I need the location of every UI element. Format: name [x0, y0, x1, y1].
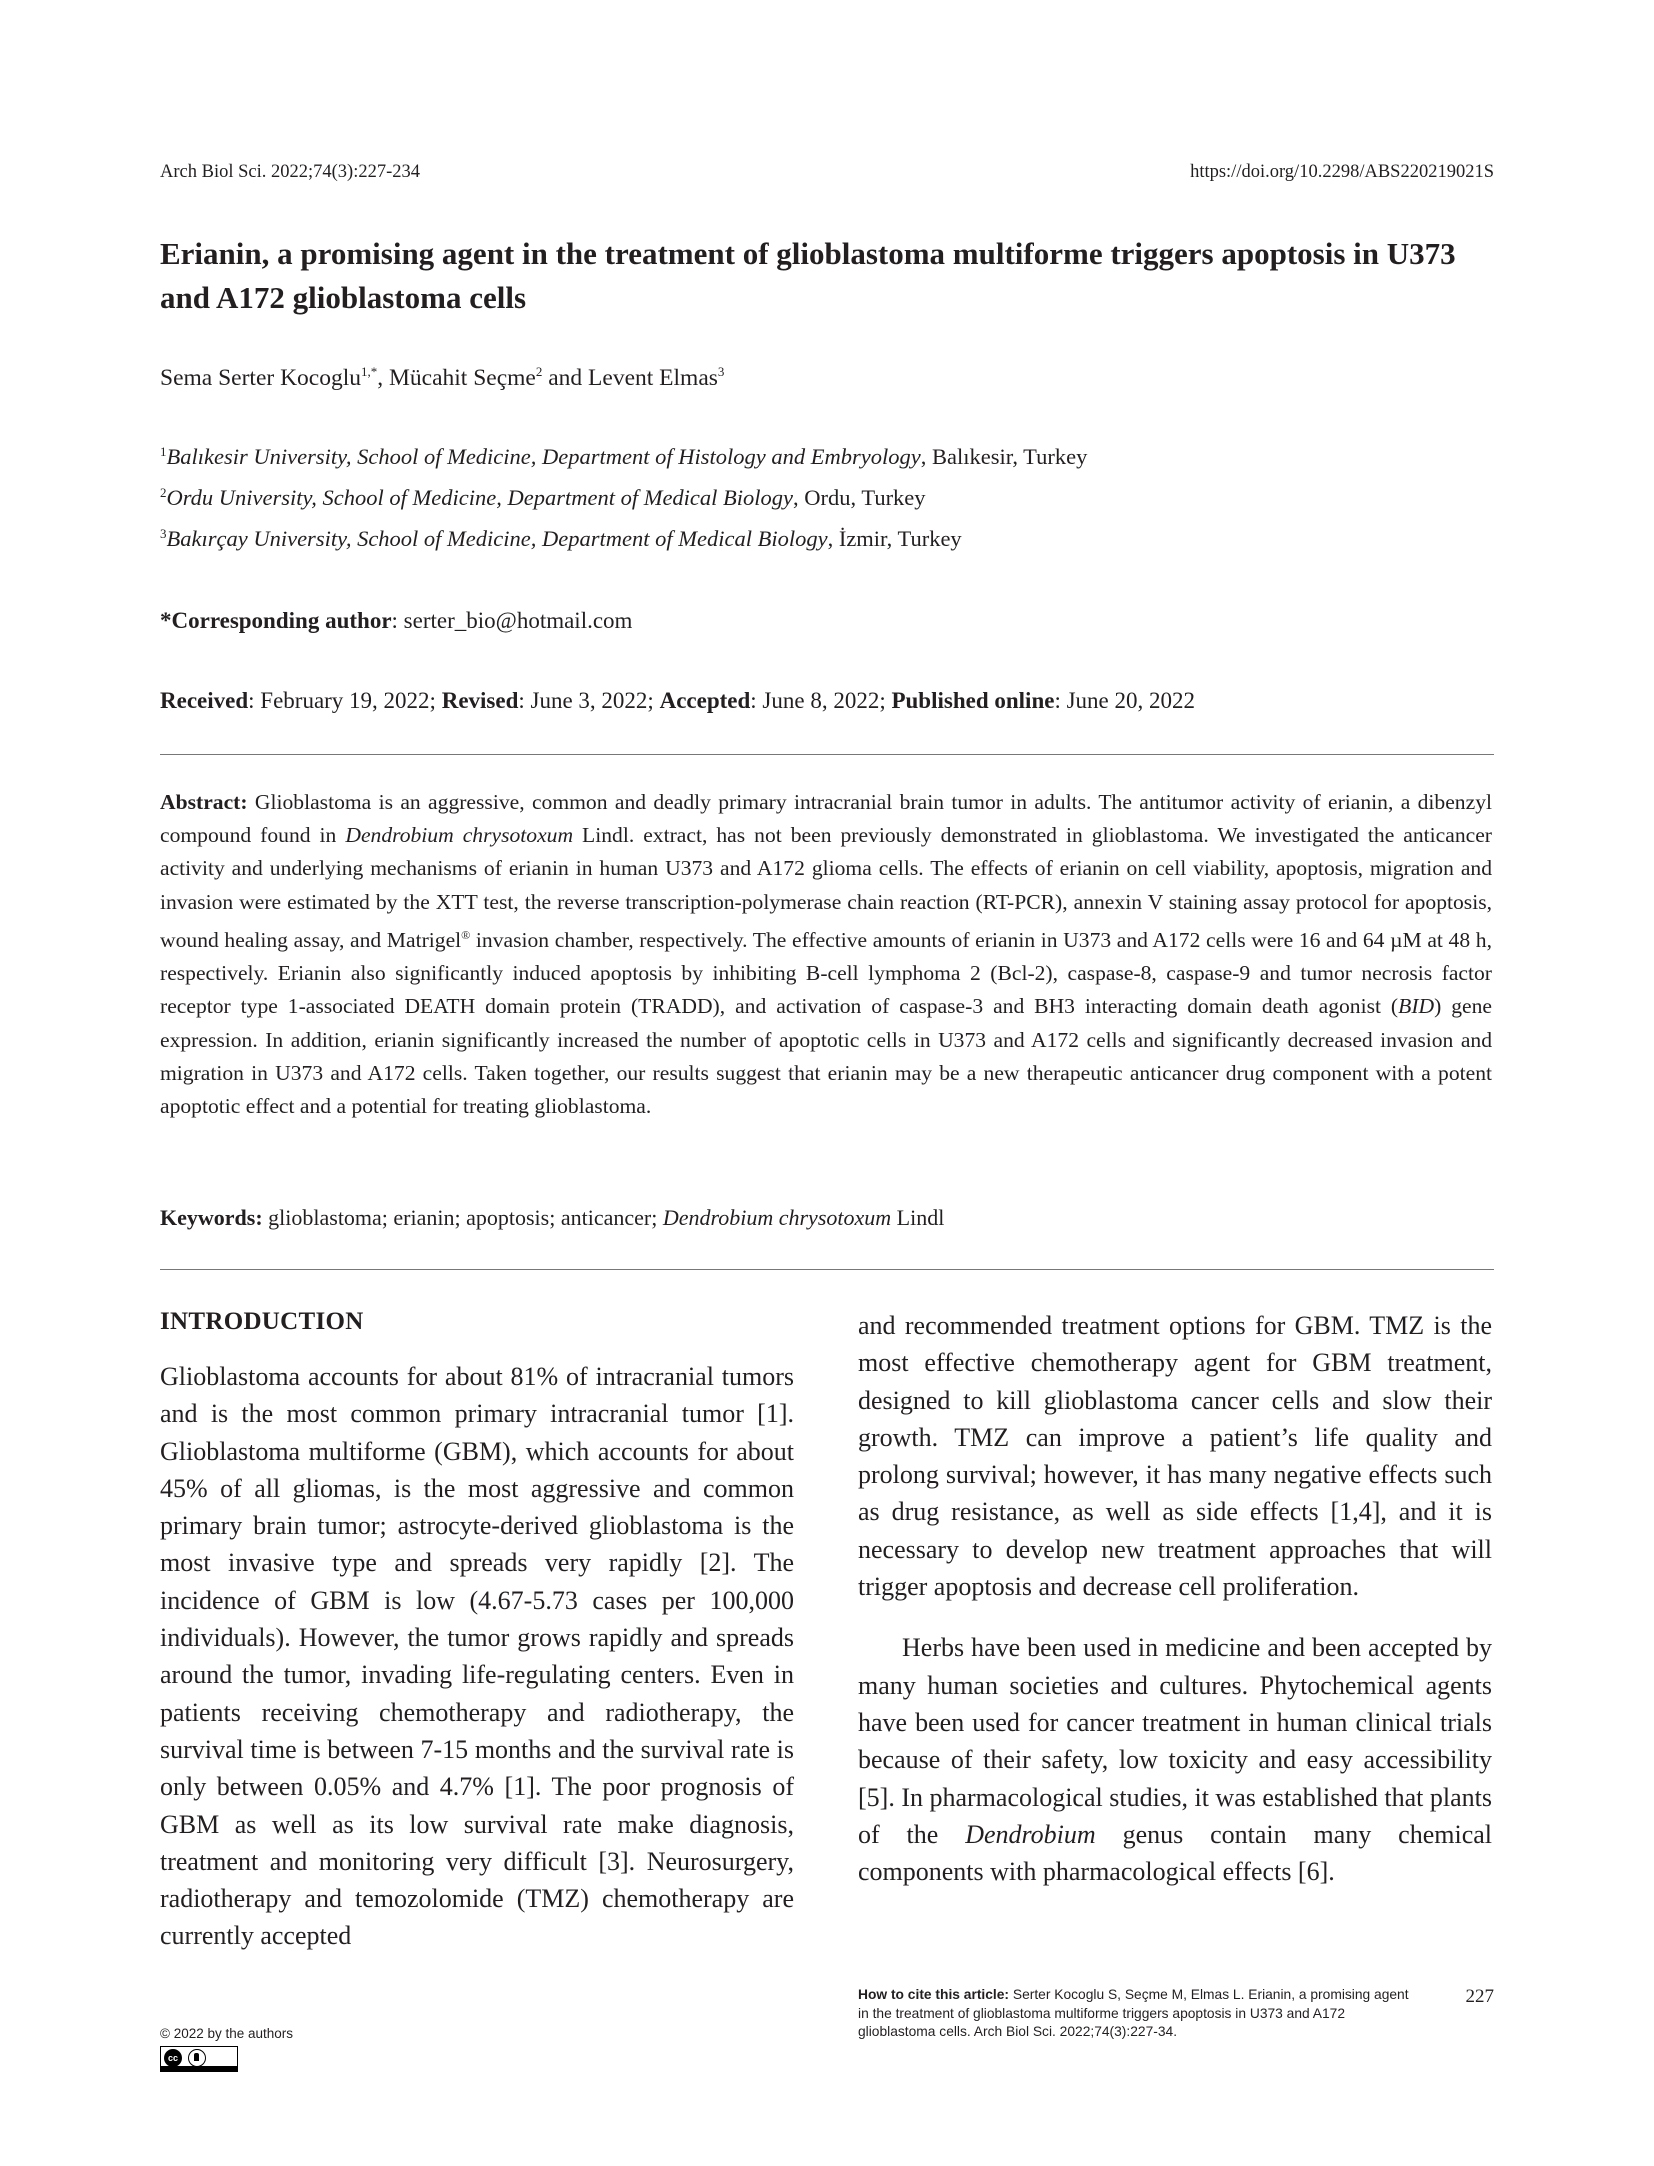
abstract-label: Abstract: [160, 790, 248, 814]
affiliation-institution: Bakırçay University, School of Medicine, Department of Medical Biology [166, 526, 828, 551]
affiliation-number: 1 [160, 444, 167, 459]
published-label: Published online [891, 688, 1055, 713]
body-paragraph: Glioblastoma accounts for about 81% of intracranial tumors and is the most common primary intracranial tumor [1]. Glioblastoma multiforme (GBM), which accounts for about 45% of all gliomas, is the most aggressive and common primary brain tumor; astrocyte-derived glioblastoma is the most invasive type and spreads very rapidly [2]. The incidence of GBM is low (4.67-5.73 cases per 100,000 individuals). However, the tumor grows rapidly and spreads around the tumor, invading life-regulating centers. Even in patients receiving chemotherapy and radiotherapy, the survival time is between 7-15 months and the survival rate is only between 0.05% and 4.7% [1]. The poor prognosis of GBM as well as its low survival rate make diagnosis, treatment and monitoring very difficult [3]. Neurosurgery, radiotherapy and temozolomide (TMZ) chemotherapy are currently accepted [160, 1362, 794, 1951]
published-date: : June 20, 2022 [1054, 688, 1196, 713]
keywords-label: Keywords: [160, 1205, 263, 1230]
body-paragraph [858, 1629, 1492, 1890]
cc-icon: cc [164, 2049, 182, 2067]
affiliation-institution: Balıkesir University, School of Medicine, Department of Histology and Embryology [166, 444, 921, 469]
author-affiliation-mark: 2 [535, 364, 543, 379]
author-separator: , [377, 365, 390, 391]
body-text: genus contain many chemical components with pharmacological effects [6]. [858, 1819, 1493, 1887]
affiliation-location: , Ordu, Turkey [793, 485, 926, 510]
keywords-species: Dendrobium chrysotoxum [662, 1205, 892, 1230]
author-separator: and [542, 365, 589, 391]
abstract-text: Glioblastoma is an aggressive, common and deadly primary intracranial brain tumor in adults. The antitumor activity of erianin, a dibenzyl compound found in [160, 790, 1492, 848]
genus-name: Dendrobium [965, 1819, 1096, 1849]
registered-mark: ® [461, 927, 471, 942]
section-heading-introduction: INTRODUCTION [160, 1308, 364, 1335]
creative-commons-license-icon[interactable] [160, 2046, 238, 2072]
divider-rule [160, 1269, 1494, 1270]
affiliation-location: , Balıkesir, Turkey [920, 444, 1088, 469]
journal-reference: Arch Biol Sci. 2022;74(3):227-234 [160, 162, 421, 182]
abstract-text: Lindl. extract, has not been previously demonstrated in glioblastoma. We investigated the anticancer activity and underlying mechanisms of erianin in human U373 and A172 glioma cells. The effects of erianin on cell viability, apoptosis, migration and invasion were estimated by the XTT test, the reverse transcription-polymerase chain reaction (RT-PCR), annexin V staining assay protocol for apoptosis, wound healing assay, and Matrigel [160, 823, 1492, 952]
accepted-date: : June 8, 2022; [750, 688, 892, 713]
body-column-right [858, 1307, 1492, 1890]
abstract [160, 786, 1492, 1123]
revised-label: Revised [441, 688, 519, 713]
author-name: Sema Serter Kocoglu [160, 365, 362, 391]
divider-rule [160, 754, 1494, 755]
corresponding-author [160, 608, 632, 634]
attribution-person-icon [188, 2049, 206, 2067]
copyright-notice: © 2022 by the authors [160, 2026, 294, 2041]
author-name: Levent Elmas [588, 365, 718, 391]
keywords [160, 1205, 944, 1231]
keywords-tail: Lindl [891, 1205, 945, 1230]
author-affiliation-mark: 3 [717, 364, 725, 379]
article-dates [160, 688, 1195, 714]
article-title: Erianin, a promising agent in the treatment of glioblastoma multiforme triggers apoptosis in U373 and A172 glioblastoma cells [160, 236, 1456, 315]
author-list [160, 364, 724, 392]
abstract-text: invasion chamber, respectively. The effective amounts of erianin in U373 and A172 cells were 16 and 64 µM at 48 h, respectively. Erianin also significantly induced apoptosis by inhibiting B-cell lymphoma 2 (Bcl-2), caspase-8, caspase-9 and tumor necrosis factor receptor type 1-associated DEATH domain protein (TRADD), and activation of caspase-3 and BH3 interacting domain death agonist ( [160, 928, 1492, 1019]
affiliation [160, 485, 926, 511]
author-affiliation-mark: 1,* [361, 364, 378, 379]
page-number: 227 [1465, 1986, 1494, 2007]
body-text: Herbs have been used in medicine and been accepted by many human societies and cultures. Phytochemical agents have been used for cancer treatment in human clinical trials because of their safety, low toxicity and easy accessibility [5]. In pharmacological studies, it was established that plants of the [858, 1633, 1492, 1849]
affiliation [160, 444, 1087, 470]
abstract-text: ) gene expression. In addition, erianin significantly increased the number of apoptotic cells in U373 and A172 cells and significantly decreased invasion and migration in U373 and A172 cells. Taken together, our results suggest that erianin may be a new therapeutic anticancer drug component with a potent apoptotic effect and a potential for treating glioblastoma. [160, 994, 1493, 1119]
how-to-cite [858, 1986, 1418, 2042]
affiliation-number: 2 [160, 485, 167, 500]
affiliation-location: , İzmir, Turkey [827, 526, 962, 551]
author-name: Mücahit Seçme [389, 365, 536, 391]
affiliation [160, 526, 962, 552]
doi-link[interactable]: https://doi.org/10.2298/ABS220219021S [1190, 162, 1494, 182]
affiliation-institution: Ordu University, School of Medicine, Department of Medical Biology [166, 485, 794, 510]
body-paragraph: and recommended treatment options for GBM. TMZ is the most effective chemotherapy agent for GBM treatment, designed to kill glioblastoma cancer cells and slow their growth. TMZ can improve a patient’s life quality and prolong survival; however, it has many negative effects such as drug resistance, as well as side effects [1,4], and it is necessary to develop new treatment approaches that will trigger apoptosis and decrease cell proliferation. [858, 1311, 1492, 1602]
cite-text: Serter Kocoglu S, Seçme M, Elmas L. Erianin, a promising agent in the treatment of glioblastoma multiforme triggers apoptosis in U373 and A172 glioblastoma cells. Arch Biol Sci. 2022;74(3):227-34. [858, 1987, 1409, 2039]
license-bar [161, 2066, 237, 2071]
accepted-label: Accepted [659, 688, 751, 713]
body-column-left [160, 1358, 794, 1955]
received-label: Received [160, 688, 249, 713]
received-date: : February 19, 2022; [248, 688, 442, 713]
revised-date: : June 3, 2022; [518, 688, 660, 713]
affiliation-number: 3 [160, 526, 167, 541]
abstract-species-name: Dendrobium chrysotoxum [345, 823, 574, 848]
corresponding-author-email[interactable]: : serter_bio@hotmail.com [391, 608, 633, 633]
corresponding-author-label: *Corresponding author [160, 608, 392, 633]
keywords-text: glioblastoma; erianin; apoptosis; anticancer; [262, 1205, 663, 1230]
abstract-gene-name: BID [1398, 994, 1435, 1019]
cite-label: How to cite this article: [858, 1987, 1010, 2002]
